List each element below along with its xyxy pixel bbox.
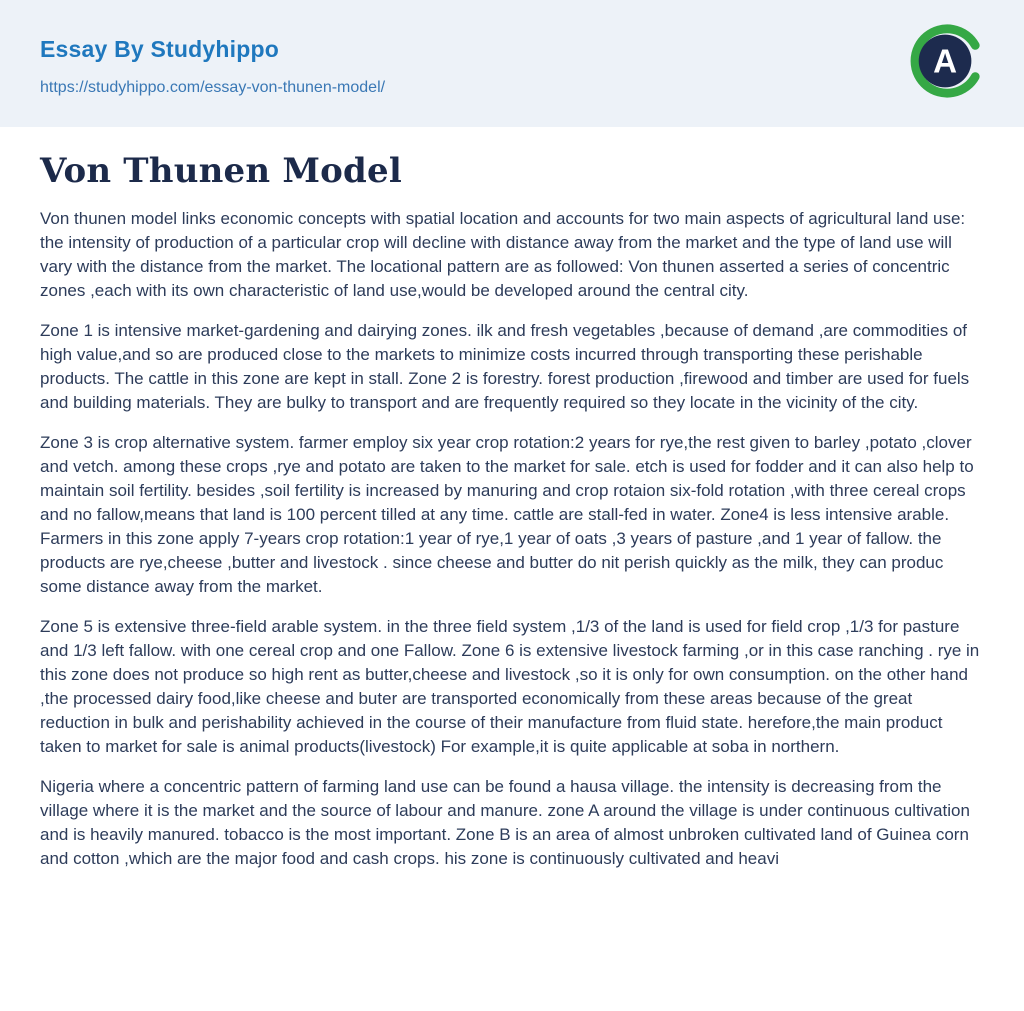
essay-paragraph: Von thunen model links economic concepts with spatial location and accounts for two main aspects of agricultural land use: the intensity of production of a particular crop will decline with distance away from the market and the type of land use will vary with the distance from the market. The locational pattern are as followed: Von thunen asserted a series of concentric zones ,each with its own characteristic of land use,would be developed around the central city. [40,209,966,300]
essay-content [0,127,1024,917]
studyhippo-logo-icon [908,22,986,100]
studyhippo-logo [908,22,986,100]
page-header [0,0,1024,127]
header-text-block [40,36,984,97]
essay-paragraph: Nigeria where a concentric pattern of farming land use can be found a hausa village. the intensity is decreasing from the village where it is the market and the source of labour and manure. zone A around the village is under continuous cultivation and is heavily manured. tobacco is the most important. Zone B is an area of almost unbroken cultivated land of Guinea corn and cotton ,which are the major food and cash crops. his zone is continuously cultivated and heavi [40,777,970,868]
essay-paragraph: Zone 5 is extensive three-field arable system. in the three field system ,1/3 of the land is used for field crop ,1/3 for pasture and 1/3 left fallow. with one cereal crop and one Fallow. Zone 6 is extensive livestock farming ,or in this case ranching . rye in this zone does not produce so high rent as butter,cheese and livestock ,so it is only for own consumption. on the other hand ,the processed dairy food,like cheese and buter are transported economically from these areas because of the great reduction in bulk and perishability achieved in the course of their manufacture from fluid state. herefore,the main product taken to market for sale is animal products(livestock) For example,it is quite applicable at soba in northern. [40,617,980,756]
essay-paragraph: Zone 3 is crop alternative system. farmer employ six year crop rotation:2 years for rye,the rest given to barley ,potato ,clover and vetch. among these crops ,rye and potato are taken to the market for sale. etch is used for fodder and it can also help to maintain soil fertility. besides ,soil fertility is increased by manuring and crop rotaion six-fold rotation ,with three cereal crops and no fallow,means that land is 100 percent tilled at any time. cattle are stall-fed in water. Zone4 is less intensive arable. Farmers in this zone apply 7-years crop rotation:1 year of rye,1 year of oats ,3 years of pasture ,and 1 year of fallow. the products are rye,cheese ,butter and livestock . since cheese and butter do nit perish quickly as the milk, they can produc some distance away from the market. [40,433,974,596]
essay-title: Von Thunen Model [40,151,402,191]
essay-byline: Essay By Studyhippo [40,36,279,62]
essay-paragraph: Zone 1 is intensive market-gardening and dairying zones. ilk and fresh vegetables ,because of demand ,are commodities of high value,and so are produced close to the markets to minimize costs incurred through transporting these perishable products. The cattle in this zone are kept in stall. Zone 2 is forestry. forest production ,firewood and timber are used for fuels and building materials. They are bulky to transport and are frequently required so they locate in the vicinity of the city. [40,321,970,412]
essay-url-link[interactable]: https://studyhippo.com/essay-von-thunen-model/ [40,79,386,96]
logo-letter: A [933,43,958,81]
